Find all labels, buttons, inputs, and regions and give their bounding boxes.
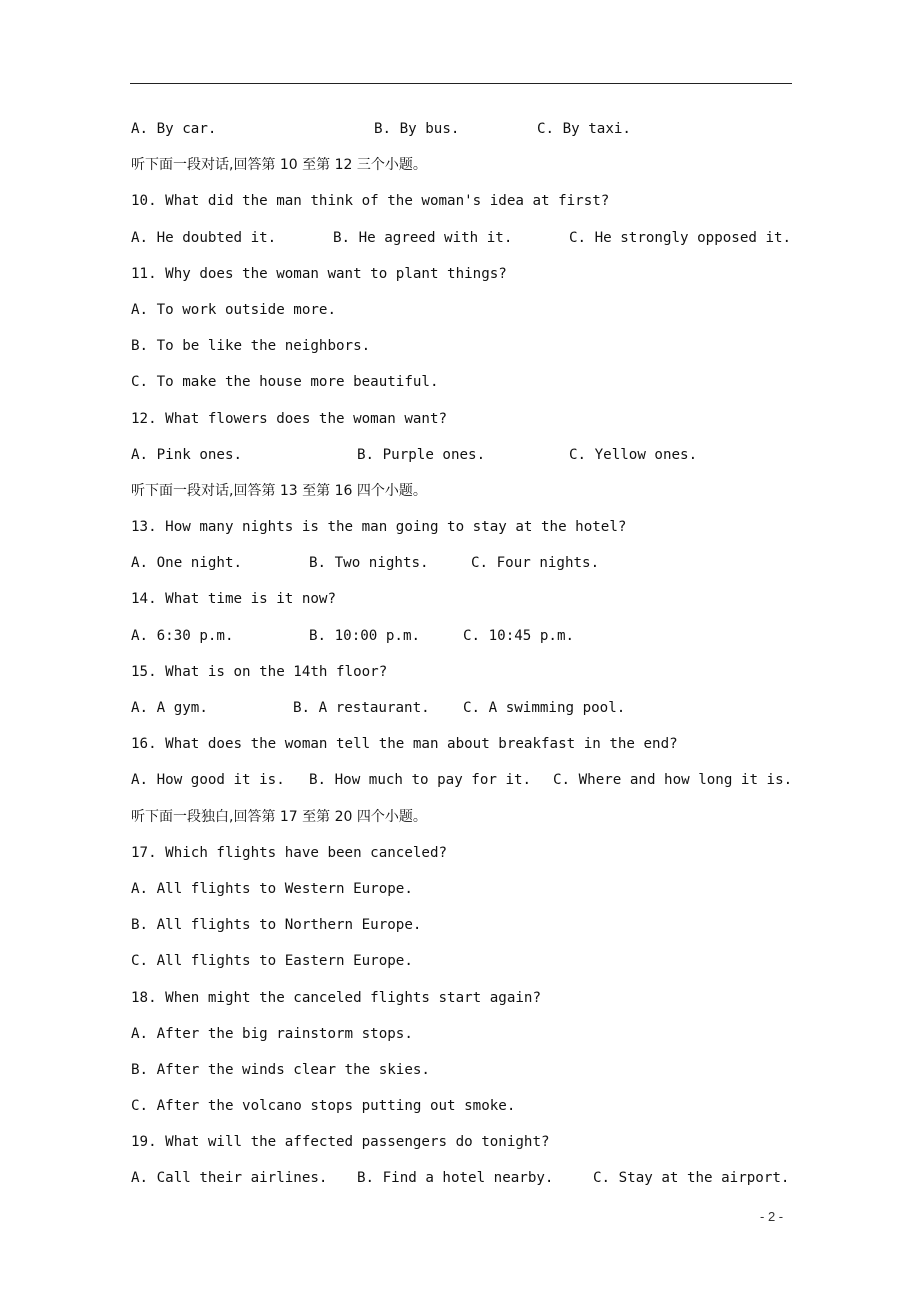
answer-option: B. After the winds clear the skies. xyxy=(131,1061,430,1078)
options-row xyxy=(131,767,811,803)
question-15: 15. What is on the 14th floor? xyxy=(131,663,388,680)
options-row xyxy=(131,623,811,659)
question-14: 14. What time is it now? xyxy=(131,591,336,608)
section-instruction: 听下面一段独白,回答第 17 至第 20 四个小题。 xyxy=(131,808,427,825)
option-a: A. One night. xyxy=(131,555,243,572)
answer-option: C. All flights to Eastern Europe. xyxy=(131,953,413,970)
exam-content xyxy=(131,116,811,1202)
options-row xyxy=(131,225,811,261)
question-18: 18. When might the canceled flights start again? xyxy=(131,989,541,1006)
answer-option: B. To be like the neighbors. xyxy=(131,338,371,355)
answer-option: C. After the volcano stops putting out smoke. xyxy=(131,1098,516,1115)
option-c: C. Yellow ones. xyxy=(569,446,698,463)
question-13: 13. How many nights is the man going to stay at the hotel? xyxy=(131,519,627,536)
answer-option: B. All flights to Northern Europe. xyxy=(131,917,422,934)
option-b: B. A restaurant. xyxy=(293,700,430,716)
question-10: 10. What did the man think of the woman's idea at first? xyxy=(131,193,610,210)
option-b: B. 10:00 p.m. xyxy=(309,627,421,644)
answer-option: A. To work outside more. xyxy=(131,301,336,318)
section-instruction: 听下面一段对话,回答第 10 至第 12 三个小题。 xyxy=(131,157,427,174)
option-c: C. Stay at the airport. xyxy=(593,1170,790,1187)
option-b: B. Two nights. xyxy=(309,555,429,572)
option-c: C. 10:45 p.m. xyxy=(463,627,575,644)
option-c: C. He strongly opposed it. xyxy=(569,229,792,246)
question-11: 11. Why does the woman want to plant things? xyxy=(131,265,507,282)
answer-option: C. To make the house more beautiful. xyxy=(131,374,439,391)
option-c: C. A swimming pool. xyxy=(463,700,626,716)
question-16: 16. What does the woman tell the man about breakfast in the end? xyxy=(131,736,678,753)
options-row xyxy=(131,442,811,478)
options-row xyxy=(131,695,811,731)
option-c: C. Four nights. xyxy=(471,555,600,572)
options-row xyxy=(131,550,811,586)
options-row xyxy=(131,1165,811,1201)
option-c: C. Where and how long it is. xyxy=(553,772,793,789)
option-a: A. Call their airlines. xyxy=(131,1170,328,1187)
option-b: B. By bus. xyxy=(374,121,460,137)
option-c: C. By taxi. xyxy=(537,121,631,137)
question-12: 12. What flowers does the woman want? xyxy=(131,410,448,427)
page-number: - 2 - xyxy=(760,1209,784,1224)
section-instruction: 听下面一段对话,回答第 13 至第 16 四个小题。 xyxy=(131,482,427,499)
option-a: A. How good it is. xyxy=(131,772,285,789)
header-rule xyxy=(130,83,792,84)
answer-option: A. All flights to Western Europe. xyxy=(131,880,413,897)
option-b: B. Find a hotel nearby. xyxy=(357,1170,554,1187)
question-17: 17. Which flights have been canceled? xyxy=(131,844,448,861)
option-a: A. Pink ones. xyxy=(131,446,243,463)
option-b: B. He agreed with it. xyxy=(333,229,513,246)
option-a: A. 6:30 p.m. xyxy=(131,627,234,644)
question-19: 19. What will the affected passengers do tonight? xyxy=(131,1134,550,1151)
option-a: A. A gym. xyxy=(131,700,208,716)
options-row xyxy=(131,116,811,152)
option-a: A. By car. xyxy=(131,121,217,137)
option-b: B. Purple ones. xyxy=(357,446,486,463)
option-b: B. How much to pay for it. xyxy=(309,772,532,789)
answer-option: A. After the big rainstorm stops. xyxy=(131,1025,413,1042)
option-a: A. He doubted it. xyxy=(131,229,277,246)
